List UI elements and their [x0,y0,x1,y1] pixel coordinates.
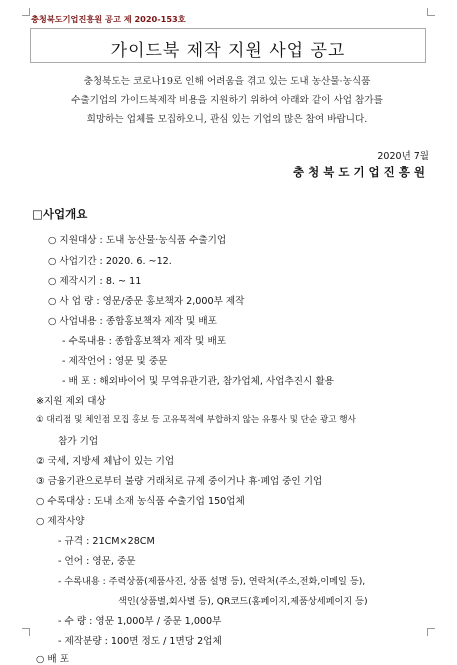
spec-quantity: - 수 량 : 영문 1,000부 / 중문 1,000부 [58,616,222,627]
item-language: - 제작언어 : 영문 및 중문 [62,356,168,367]
item-specification: ○ 제작사양 [36,516,85,527]
exclusion-item-1-cont: 참가 기업 [58,436,99,447]
corner-mark-bottom-right [427,628,435,636]
exclusion-heading: ※지원 제외 대상 [36,396,106,407]
item-project-volume: ○ 사 업 량 : 영문/중문 홍보책자 2,000부 제작 [48,296,245,307]
exclusion-item-2: ② 국세, 지방세 체납이 있는 기업 [36,456,175,467]
corner-mark-top-right [427,8,435,16]
intro-paragraph [34,72,420,129]
issuing-organization: 충청북도기업진흥원 [293,165,429,179]
item-listing-target: ○ 수록대상 : 도내 소재 농식품 수출기업 150업체 [36,496,245,507]
corner-mark-bottom-left [22,628,30,636]
item-production-period: ○ 제작시기 : 8. ~ 11 [48,276,142,287]
corner-mark-top-left [22,8,30,16]
exclusion-item-3: ③ 금융기관으로부터 불량 거래처로 규제 중이거나 휴·폐업 중인 기업 [36,476,323,487]
section-heading: □사업개요 [32,207,88,221]
item-distribution: - 배 포 : 해외바이어 및 무역유관기관, 참가업체, 사업추진시 활용 [62,376,334,387]
item-distribution-2: ○ 배 포 [36,654,70,665]
item-contents: - 수록내용 : 종합홍보책자 제작 및 배포 [62,336,227,347]
item-support-target: ○ 지원대상 : 도내 농산물·농식품 수출기업 [48,235,227,246]
title-box [30,28,426,63]
item-project-content: ○ 사업내용 : 종합홍보책자 제작 및 배포 [48,316,217,327]
exclusion-item-1: ① 대리점 및 체인점 모집 홍보 등 고유목적에 부합하지 않는 유통사 및 단순 광고 행사 [36,415,356,425]
page-title: 가이드북 제작 지원 사업 공고 [110,41,346,61]
notice-number: 충청북도기업진흥원 공고 제 2020-153호 [31,14,186,24]
spec-contents: - 수록내용 : 주력상품(제품사진, 상품 설명 등), 연락처(주소,전화,이메일 등), [58,576,366,587]
intro-line: 희망하는 업체를 모집하오니, 관심 있는 기업의 많은 참여 바랍니다. [86,114,368,125]
spec-contents-cont: 색인(상품별,회사별 등), QR코드(홈페이지,제품상세페이지 등) [118,596,368,607]
spec-language: - 언어 : 영문, 중문 [58,556,136,567]
spec-size: - 규격 : 21CM×28CM [58,536,155,547]
spec-pages: - 제작분량 : 100면 정도 / 1면당 2업체 [58,636,222,647]
intro-line: 충청북도는 코로나19로 인해 어려움을 겪고 있는 도내 농산물·농식품 [83,76,371,87]
item-project-period: ○ 사업기간 : 2020. 6. ~12. [48,256,172,267]
notice-date: 2020년 7월 [377,151,429,162]
intro-line: 수출기업의 가이드북제작 비용을 지원하기 위하여 아래와 같이 사업 참가를 [71,95,383,106]
